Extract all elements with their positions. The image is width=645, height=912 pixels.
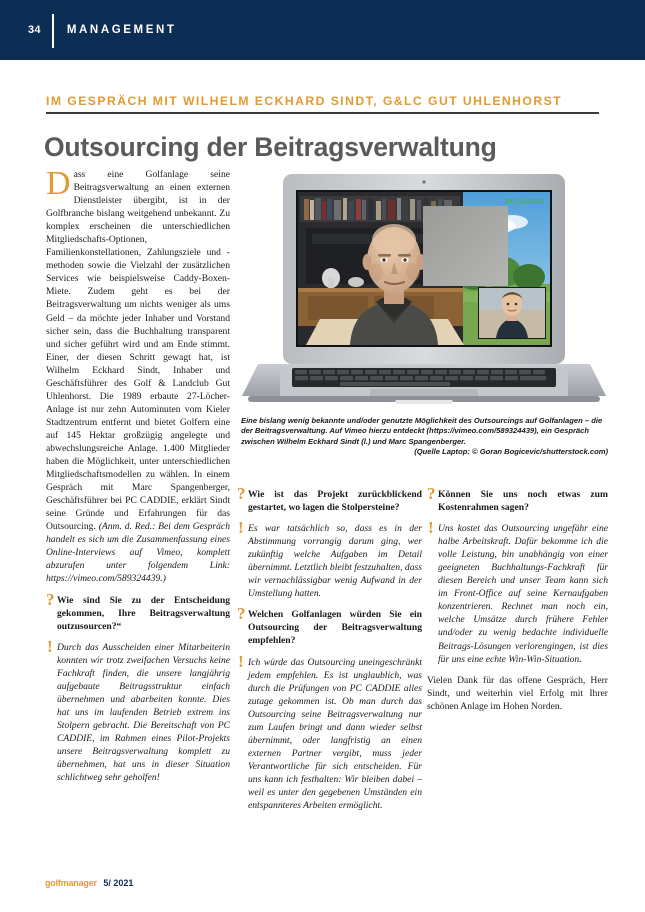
body-column-1 xyxy=(46,165,230,868)
page-footer xyxy=(45,878,133,888)
section-name: MANAGEMENT xyxy=(66,24,177,36)
question-3-text: Welchen Golfanlagen würden Sie ein Outsourcing der Beitragsverwaltung empfehlen? xyxy=(248,609,422,647)
answer-2-text: Es war tatsächlich so, dass es in der Abstimmung vorrangig darum ging, wer zukünftig welche Aufgaben im Detail übernimmt. Letztlich bleibt festzuhalten, dass wir vernachlässigbar wenig Aufwand in der Umstellung hatten. xyxy=(248,523,422,600)
caption-text: Eine bislang wenig bekannte und/oder genutzte Möglichkeit des Outsourcings auf Golfanlagen – die der Beitragsverwaltung. Auf Vimeo hierzu entdeckt (https://vimeo.com/589324439), ein Gespräch zwischen Wilhelm Eckhard Sindt (l.) und Marc Spangenberger. xyxy=(241,416,603,446)
answer-2 xyxy=(237,518,422,600)
laptop-videocall-illustration xyxy=(240,168,608,410)
photo-caption xyxy=(241,416,608,458)
pc-caddie-watermark: PC CADDIE xyxy=(505,199,544,206)
kicker-underline-rule xyxy=(46,112,599,114)
intro-editorial-note: (Anm. d. Red.: Bei dem Gespräch handelt es sich um die Zusammenfassung eines Online-Interviews auf Vimeo, komplett abzurufen unter folgendem Link: https://vimeo.com/589324439.) xyxy=(46,521,230,585)
article-kicker: IM GESPRÄCH MIT WILHELM ECKHARD SINDT, G&LC GUT UHLENHORST xyxy=(46,94,563,108)
question-1-text: Wie sind Sie zu der Entscheidung gekommen, Ihre Beitragsverwaltung outzusourcen?“ xyxy=(57,594,230,632)
body-column-2 xyxy=(237,484,422,868)
article-photo xyxy=(240,168,608,410)
caption-source: (Quelle Laptop: © Goran Bogicevic/shutterstock.com) xyxy=(414,447,608,457)
question-4-text: Können Sie uns noch etwas zum Kostenrahmen sagen? xyxy=(438,489,608,514)
question-marker-icon: ? xyxy=(427,484,436,503)
answer-marker-icon: ! xyxy=(47,636,53,656)
page-number: 34 xyxy=(28,24,41,36)
question-marker-icon: ? xyxy=(237,604,246,624)
page-header-bar xyxy=(0,0,645,60)
answer-3 xyxy=(237,651,422,813)
answer-1-text: Durch das Ausscheiden einer Mitarbeiterin konnten wir trotz zweifachen Versuchs keine Fachkraft finden, die unsere langjährig aufgebaute Beitragsstruktur einfach übernehmen und abarbeiten konnte. Dies hat uns im laufenden Betrieb extrem ins Stolpern gebracht. Die Bereitschaft von PC CADDIE, im Rahmen eines Pilot-Projekts unsere Beitragsverwaltung komplett zu übernehmen, hat uns in dieser Situation schlichtweg sehr geholfen! xyxy=(57,641,230,784)
question-4 xyxy=(427,484,608,514)
body-column-3 xyxy=(427,484,608,868)
page-title: Outsourcing der Beitragsverwaltung xyxy=(44,131,497,162)
intro-paragraph xyxy=(46,165,230,586)
answer-4-text: Uns kostet das Outsourcing ungefähr eine halbe Arbeitskraft. Dafür bekomme ich die volle Leistung, bin unabhängig von einer geeigneten Buchhaltungs-Fachkraft für diesen Bereich und unser Team kann sich im Front-Office auf seine Kernaufgaben konzentrieren. Rechnet man noch ein, welche Umsätze durch frühere Fehler und/oder zu wenig bedachte individuelle Beitrags-Lösungen verlorengingen, ist dies für uns eine echte Win-Win-Situation. xyxy=(438,523,608,665)
answer-4 xyxy=(427,518,608,666)
issue-number: 5/ 2021 xyxy=(103,878,134,888)
answer-1 xyxy=(46,636,230,785)
answer-3-text: Ich würde das Outsourcing uneingeschränkt jedem empfehlen. Es ist unglaublich, was durch die Prüfungen von PC CADDIE alles zutage gekommen ist. Ob man durch das Outsourcing seine Beitragsverwaltung nur zum Laufen bringt und dann wieder selbst übernimmt, oder langfristig an einen externen Partner vergibt, muss jeder Verantwortliche für sich entscheiden. Für uns kann ich festhalten: Wir bleiben dabei – weil es unter den gegebenen Umständen ein entspannteres Arbeiten ermöglicht. xyxy=(248,656,422,812)
header-inner xyxy=(28,18,177,42)
question-1 xyxy=(46,589,230,633)
question-marker-icon: ? xyxy=(237,484,246,503)
question-marker-icon: ? xyxy=(46,589,55,609)
question-2-text: Wie ist das Projekt zurückblickend gestartet, wo lagen die Stolpersteine? xyxy=(248,489,422,514)
question-2 xyxy=(237,484,422,514)
answer-marker-icon: ! xyxy=(238,651,244,671)
answer-marker-icon: ! xyxy=(428,518,434,538)
answer-marker-icon: ! xyxy=(238,518,244,538)
question-3 xyxy=(237,604,422,647)
magazine-brand: golfmanager xyxy=(45,878,97,888)
closing-paragraph: Vielen Dank für das offene Gespräch, Herr Sindt, und weiterhin viel Erfolg mit Ihrer schönen Anlage im Hohen Norden. xyxy=(427,674,608,712)
intro-text: Dass eine Golfanlage seine Beitragsverwaltung an einen externen Dienstleister übergibt, ist in der Golfbranche bislang weitgehend unbekannt. Zu komplex erscheinen die unterschiedlichen Mitgliedschafts-Optionen, Familienkonstellationen, Zahlungsziele und -methoden sowie die Vielzahl der zusätzlichen Services wie beispielsweise Caddy-Boxen-Miete. Zudem geht es bei der Beitragsverwaltung um nichts weniger als ums Geld – da möchte jeder Inhaber und Vorstand sicher sein, dass die Buchhaltung transparent und sicher geführt wird und am Ende stimmt. Einer, der diesen Schritt gewagt hat, ist Wilhelm Eckhard Sindt, Inhaber und Geschäftsführer des Golf & Landclub Gut Uhlenhorst. Die 1989 erbaute 27-Löcher-Anlage ist nur zehn Autominuten vom Kieler Stadtzentrum entfernt und bietet Golfern eine auf 145 Hektar großzügig angelegte und abwechslungsreiche Anlage. 1.400 Mitglieder haben die Möglichkeit, unter unterschiedlichen Mitgliedschaftsmodellen zu wählen. In einem Gespräch mit Marc Spangenberger, Geschäftsführer bei PC CADDIE, erklärt Sindt seine Gründe und Erfahrungen für das Outsourcing. xyxy=(46,165,230,533)
